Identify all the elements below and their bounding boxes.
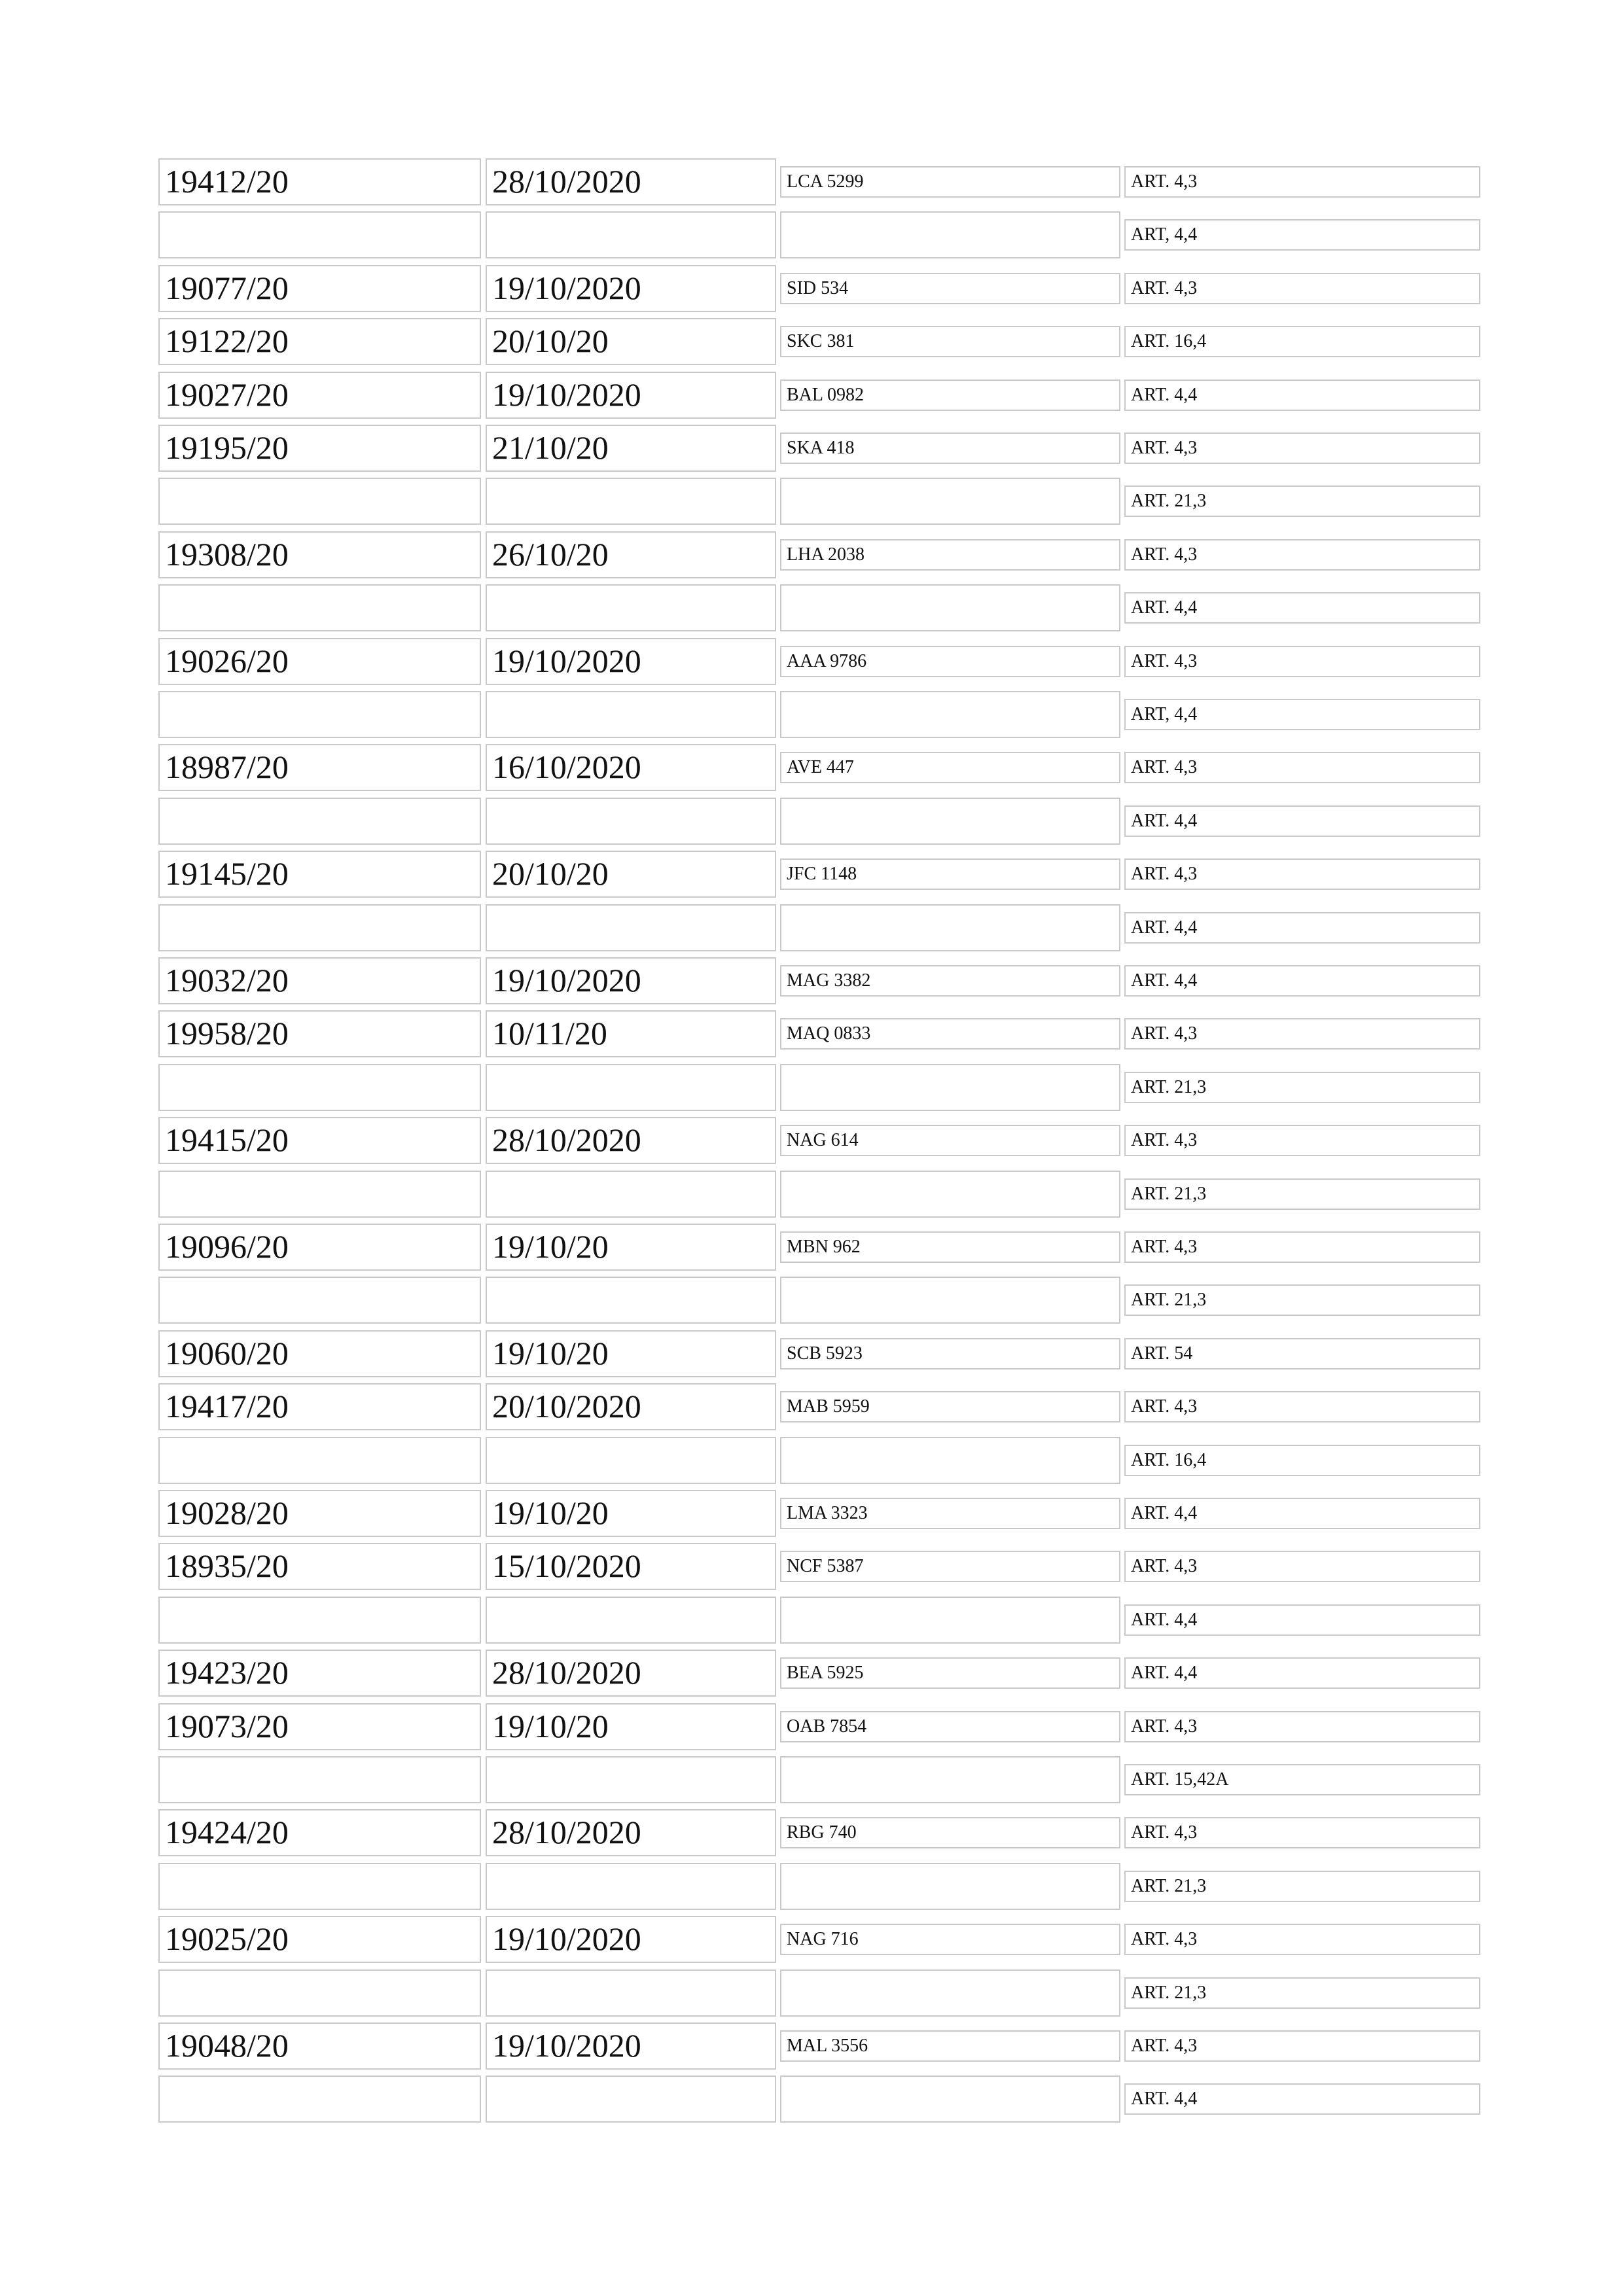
date-cell: 20/10/2020 [486,1383,776,1430]
record-number-cell [158,1171,481,1218]
date-cell: 20/10/20 [486,851,776,898]
article-cell: ART. 4,4 [1124,2083,1480,2115]
code-cell: BEA 5925 [780,1657,1120,1689]
code-cell [780,584,1120,631]
record-number-cell [158,1756,481,1803]
date-cell [486,584,776,631]
date-cell: 28/10/2020 [486,1809,776,1856]
date-cell: 16/10/2020 [486,744,776,791]
date-cell [486,1969,776,2017]
date-cell: 19/10/2020 [486,638,776,685]
article-cell: ART. 4,3 [1124,273,1480,304]
code-cell [780,2075,1120,2123]
code-cell [780,1437,1120,1484]
article-cell: ART. 4,3 [1124,858,1480,890]
record-number-cell: 19048/20 [158,2022,481,2070]
code-cell: BAL 0982 [780,380,1120,411]
record-number-cell: 19308/20 [158,531,481,578]
code-cell: NCF 5387 [780,1551,1120,1582]
date-cell [486,478,776,525]
article-cell: ART. 15,42A [1124,1764,1480,1795]
code-cell: NAG 614 [780,1125,1120,1156]
date-cell: 19/10/2020 [486,1916,776,1963]
article-cell: ART, 4,4 [1124,219,1480,251]
record-number-cell [158,798,481,845]
record-number-cell [158,211,481,258]
article-cell: ART. 4,3 [1124,752,1480,783]
record-number-cell [158,904,481,951]
date-cell: 28/10/2020 [486,1650,776,1697]
date-cell: 21/10/20 [486,425,776,472]
code-cell [780,1863,1120,1910]
record-number-cell: 19417/20 [158,1383,481,1430]
date-cell [486,904,776,951]
date-cell: 19/10/20 [486,1490,776,1537]
code-cell: OAB 7854 [780,1711,1120,1742]
record-number-cell: 19415/20 [158,1117,481,1164]
article-cell: ART. 4,4 [1124,592,1480,624]
code-cell: MAQ 0833 [780,1018,1120,1050]
code-cell [780,1597,1120,1644]
code-cell: AAA 9786 [780,646,1120,677]
article-cell: ART. 16,4 [1124,1445,1480,1476]
code-cell [780,904,1120,951]
code-cell [780,1064,1120,1111]
date-cell [486,1863,776,1910]
date-cell: 28/10/2020 [486,1117,776,1164]
record-number-cell: 18987/20 [158,744,481,791]
code-cell: SKC 381 [780,326,1120,357]
date-cell [486,1756,776,1803]
date-cell: 19/10/20 [486,1224,776,1271]
article-cell: ART. 4,3 [1124,1125,1480,1156]
date-cell [486,691,776,738]
article-cell: ART. 4,4 [1124,1498,1480,1529]
record-number-cell: 19073/20 [158,1703,481,1750]
record-number-cell: 19060/20 [158,1330,481,1377]
record-number-cell: 19032/20 [158,957,481,1004]
article-cell: ART. 4,4 [1124,912,1480,944]
code-cell: RBG 740 [780,1817,1120,1848]
article-cell: ART. 4,3 [1124,2030,1480,2062]
date-cell [486,798,776,845]
date-cell: 19/10/2020 [486,265,776,312]
article-cell: ART. 54 [1124,1338,1480,1369]
code-cell: SKA 418 [780,433,1120,464]
record-number-cell [158,1969,481,2017]
date-cell [486,1064,776,1111]
article-cell: ART. 21,3 [1124,486,1480,517]
record-number-cell: 19423/20 [158,1650,481,1697]
article-cell: ART. 4,3 [1124,1817,1480,1848]
code-cell: MAB 5959 [780,1391,1120,1422]
article-cell: ART. 4,3 [1124,1018,1480,1050]
record-number-cell: 19026/20 [158,638,481,685]
article-cell: ART. 4,3 [1124,1551,1480,1582]
code-cell: MAL 3556 [780,2030,1120,2062]
article-cell: ART. 4,3 [1124,1231,1480,1263]
record-number-cell: 19424/20 [158,1809,481,1856]
record-number-cell: 19412/20 [158,158,481,205]
record-number-cell: 19025/20 [158,1916,481,1963]
article-cell: ART. 21,3 [1124,1284,1480,1316]
record-number-cell [158,478,481,525]
date-cell [486,1597,776,1644]
article-cell: ART. 4,3 [1124,646,1480,677]
code-cell: LHA 2038 [780,539,1120,571]
code-cell: AVE 447 [780,752,1120,783]
date-cell: 28/10/2020 [486,158,776,205]
code-cell: LMA 3323 [780,1498,1120,1529]
date-cell [486,1277,776,1324]
article-cell: ART. 16,4 [1124,326,1480,357]
article-cell: ART. 4,3 [1124,1924,1480,1955]
record-number-cell [158,1437,481,1484]
article-cell: ART. 4,3 [1124,166,1480,198]
code-cell: SCB 5923 [780,1338,1120,1369]
record-number-cell: 19027/20 [158,372,481,419]
code-cell: MAG 3382 [780,965,1120,997]
article-cell: ART. 4,3 [1124,539,1480,571]
article-cell: ART. 4,3 [1124,433,1480,464]
code-cell [780,1277,1120,1324]
record-number-cell [158,1863,481,1910]
date-cell [486,211,776,258]
code-cell: SID 534 [780,273,1120,304]
article-cell: ART. 21,3 [1124,1977,1480,2009]
date-cell [486,1437,776,1484]
article-cell: ART. 21,3 [1124,1072,1480,1103]
code-cell [780,478,1120,525]
date-cell: 19/10/20 [486,1703,776,1750]
date-cell: 20/10/20 [486,318,776,365]
date-cell: 15/10/2020 [486,1543,776,1590]
date-cell: 19/10/2020 [486,2022,776,2070]
article-cell: ART. 4,4 [1124,805,1480,837]
code-cell [780,1969,1120,2017]
date-cell: 19/10/20 [486,1330,776,1377]
code-cell: NAG 716 [780,1924,1120,1955]
code-cell [780,1756,1120,1803]
article-cell: ART. 4,4 [1124,965,1480,997]
record-number-cell [158,2075,481,2123]
article-cell: ART, 4,4 [1124,699,1480,730]
code-cell: JFC 1148 [780,858,1120,890]
article-cell: ART. 4,4 [1124,380,1480,411]
code-cell [780,691,1120,738]
article-cell: ART. 4,4 [1124,1657,1480,1689]
date-cell: 19/10/2020 [486,957,776,1004]
record-number-cell: 19122/20 [158,318,481,365]
record-number-cell [158,1277,481,1324]
date-cell: 10/11/20 [486,1010,776,1057]
code-cell [780,1171,1120,1218]
record-number-cell: 19958/20 [158,1010,481,1057]
article-cell: ART. 21,3 [1124,1178,1480,1210]
article-cell: ART. 4,3 [1124,1391,1480,1422]
record-number-cell [158,1597,481,1644]
article-cell: ART. 4,4 [1124,1604,1480,1636]
record-number-cell: 19096/20 [158,1224,481,1271]
code-cell: MBN 962 [780,1231,1120,1263]
date-cell: 26/10/20 [486,531,776,578]
code-cell: LCA 5299 [780,166,1120,198]
record-number-cell: 19145/20 [158,851,481,898]
date-cell [486,2075,776,2123]
code-cell [780,211,1120,258]
record-number-cell: 19077/20 [158,265,481,312]
record-number-cell: 19195/20 [158,425,481,472]
record-number-cell: 18935/20 [158,1543,481,1590]
date-cell [486,1171,776,1218]
date-cell: 19/10/2020 [486,372,776,419]
record-number-cell [158,691,481,738]
article-cell: ART. 21,3 [1124,1871,1480,1902]
record-number-cell: 19028/20 [158,1490,481,1537]
record-number-cell [158,584,481,631]
code-cell [780,798,1120,845]
record-number-cell [158,1064,481,1111]
article-cell: ART. 4,3 [1124,1711,1480,1742]
